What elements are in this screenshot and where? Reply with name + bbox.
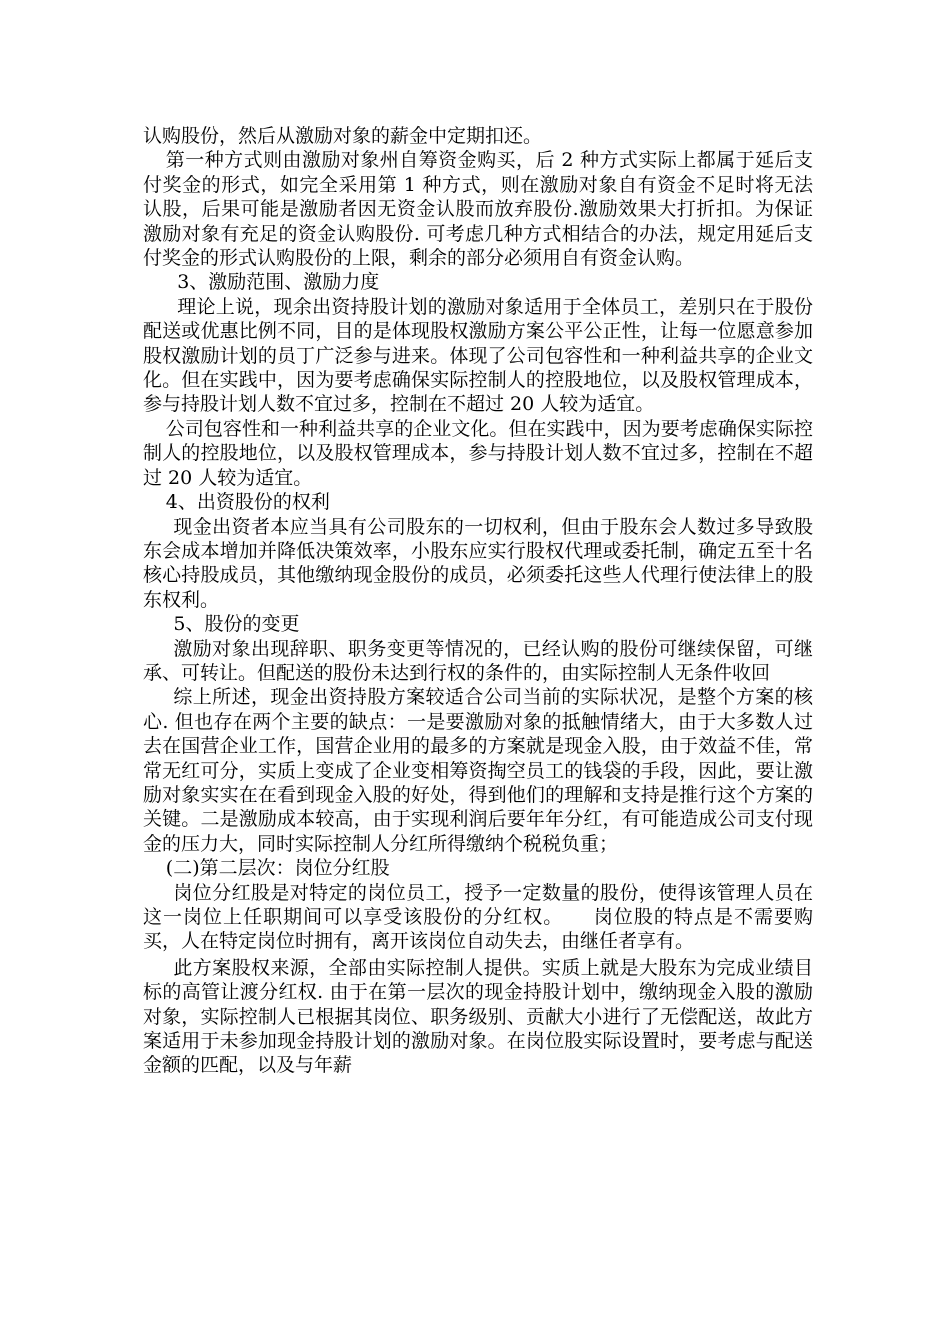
section-heading-level-2: (二)第二层次：岗位分红股 xyxy=(165,857,390,880)
paragraph-share-changes: 激励对象出现辞职、职务变更等情况的，已经认购的股份可继续保留，可继承、可转让。但配送的股份未达到行权的条件的，由实际控制人无条件收回 xyxy=(143,637,813,684)
paragraph-shareholder-rights: 现金出资者本应当具有公司股东的一切权利，但由于股东会人数过多导致股东会成本增加并降低决策效率，小股东应实行股权代理或委托制，确定五至十名核心持股成员，其他缴纳现金股份的成员，必须委托这些人代理行使法律上的股东权利。 xyxy=(143,515,813,611)
paragraph-incentive-scope-repeat: 公司包容性和一种利益共享的企业文化。但在实践中，因为要考虑确保实际控制人的控股地位，以及股权管理成本，参与持股计划人数不宜过多，控制在不超过 20 人较为适宜。 xyxy=(143,417,813,489)
section-heading-3: 3、激励范围、激励力度 xyxy=(177,271,380,294)
paragraph-equity-source: 此方案股权来源，全部由实际控制人提供。实质上就是大股东为完成业绩目标的高管让渡分红权. 由于在第一层次的现金持股计划中，缴纳现金入股的激励对象，实际控制人已根据其岗位、职务级别、贡献大小进行了无偿配送，故此方案适用于未参加现金持股计划的激励对象。在岗位股实际设置时，要考虑与配送金额的匹配，以及与年薪 xyxy=(143,956,813,1077)
paragraph-incentive-scope: 理论上说，现余出资持股计划的激励对象适用于全体员工，差别只在于股份配送或优惠比例不同，目的是体现股权激励方案公平公正性，让每一位愿意参加股权激励计划的员丁广泛参与进来。体现了公司包容性和一种利益共享的企业文化。但在实践中，因为要考虑确保实际控制人的控股地位，以及股权管理成本，参与持股计划人数不宜过多，控制在不超过 20 人较为适宜。 xyxy=(143,295,813,416)
document-body xyxy=(143,124,813,1078)
section-heading-5: 5、股份的变更 xyxy=(173,613,300,636)
paragraph-position-dividend: 岗位分红股是对特定的岗位员工，授予一定数量的股份，使得该管理人员在这一岗位上任职期间可以享受该股份的分红权。 岗位股的特点是不需要购买，人在特定岗位时拥有，离开该岗位自动失去，由继任者享有。 xyxy=(143,881,813,953)
paragraph-summary: 综上所述，现金出资持股方案较适合公司当前的实际状况，是整个方案的核心. 但也存在两个主要的缺点：一是要激励对象的抵触情绪大，由于大多数人过去在国营企业工作，国营企业用的最多的方案就是现金入股，由于效益不佳，常常无红可分，实质上变成了企业变相筹资掏空员工的钱袋的手段，因此，要让激励对象实实在在看到现金入股的好处，得到他们的理解和支持是推行这个方案的关键。二是激励成本较高，由于实现利润后要年年分红，有可能造成公司支付现金的压力大，同时实际控制人分红所得缴纳个税税负重； xyxy=(143,686,813,855)
section-heading-4: 4、出资股份的权利 xyxy=(165,491,330,514)
paragraph-continuation: 认购股份，然后从激励对象的薪金中定期扣还。 xyxy=(143,125,543,147)
paragraph-payment-methods: 第一种方式则由激励对象州自筹资金购买，后 2 种方式实际上都属于延后支付奖金的形式，如完全采用第 1 种方式，则在激励对象自有资金不足时将无法认股，后果可能是激励者因无资金认股而放弃股份.激励效果大打折扣。为保证激励对象有充足的资金认购股份. 可考虑几种方式相结合的办法，规定用延后支付奖金的形式认购股份的上限，剩余的部分必须用自有资金认购。 xyxy=(143,149,813,270)
